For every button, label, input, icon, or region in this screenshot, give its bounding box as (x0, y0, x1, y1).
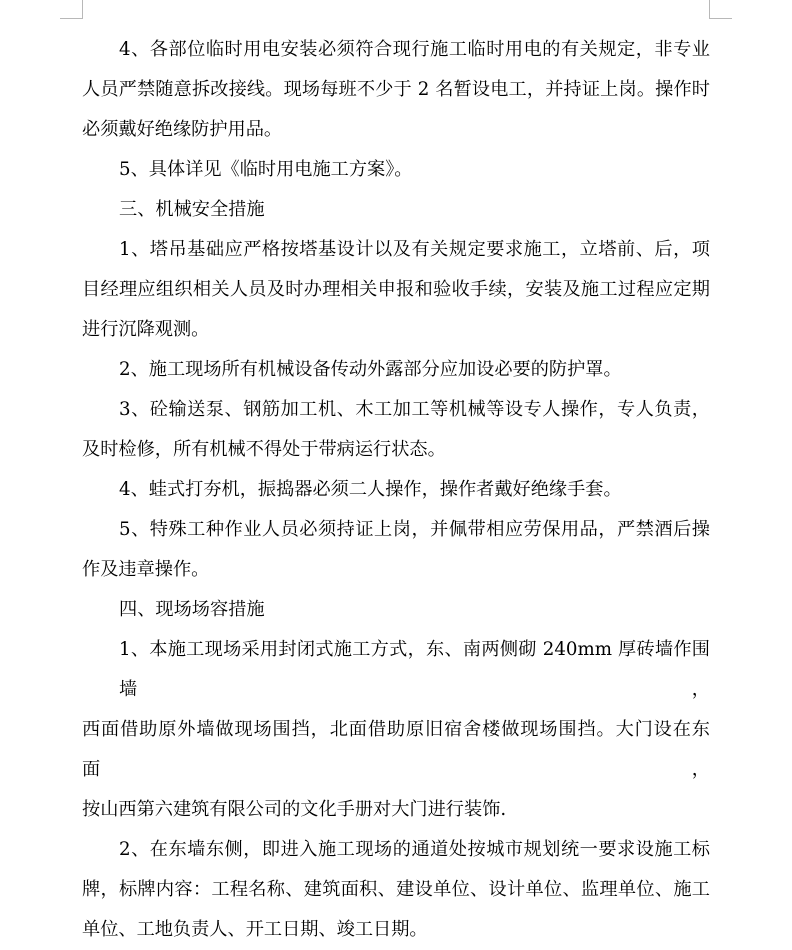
crop-mark-top-right (709, 0, 710, 18)
text-line: 必须戴好绝缘防护用品。 (82, 119, 283, 140)
text-line: 4、各部位临时用电安装必须符合现行施工临时用电的有关规定，非专业 (119, 39, 710, 60)
crop-mark-top-left (82, 0, 83, 18)
section-heading (82, 590, 710, 630)
paragraph (82, 830, 710, 950)
paragraph (82, 230, 710, 350)
text-line: 作及违章操作。 (82, 559, 210, 580)
text-line: 进行沉降观测。 (82, 319, 210, 340)
paragraph (82, 470, 710, 510)
text-line: 人员严禁随意拆改接线。现场每班不少于 2 名暂设电工，并持证上岗。操作时 (82, 79, 710, 100)
paragraph (82, 390, 710, 470)
text-line: 4、蛙式打夯机，振捣器必须二人操作，操作者戴好绝缘手套。 (119, 479, 622, 500)
text-line: 西面借助原外墙做现场围挡，北面借助原旧宿舍楼做现场围挡。大门设在东面， (82, 719, 710, 780)
text-line: 2、在东墙东侧，即进入施工现场的通道处按城市规划统一要求设施工标 (119, 839, 710, 860)
text-line: 目经理应组织相关人员及时办理相关申报和验收手续，安装及施工过程应定期 (82, 279, 710, 300)
text-line: 2、施工现场所有机械设备传动外露部分应加设必要的防护罩。 (119, 359, 622, 380)
heading-text: 四、现场场容措施 (119, 599, 265, 620)
text-line: 及时检修，所有机械不得处于带病运行状态。 (82, 439, 446, 460)
paragraph (82, 630, 710, 830)
text-line: 5、特殊工种作业人员必须持证上岗，并佩带相应劳保用品，严禁酒后操 (119, 519, 710, 540)
text-line: 5、具体详见《临时用电施工方案》。 (119, 159, 413, 180)
heading-text: 三、机械安全措施 (119, 199, 265, 220)
paragraph (82, 510, 710, 590)
document-body (82, 30, 710, 950)
crop-mark-top-left (60, 18, 83, 19)
section-heading (82, 190, 710, 230)
text-line: 单位、工地负责人、开工日期、竣工日期。 (82, 919, 428, 940)
paragraph (82, 150, 710, 190)
text-line: 按山西第六建筑有限公司的文化手册对大门进行装饰. (82, 799, 507, 820)
text-line: 1、本施工现场采用封闭式施工方式，东、南两侧砌 240mm 厚砖墙作围墙， (119, 639, 710, 700)
text-line: 1、塔吊基础应严格按塔基设计以及有关规定要求施工，立塔前、后，项 (119, 239, 710, 260)
text-line: 3、砼输送泵、钢筋加工机、木工加工等机械等设专人操作，专人负责， (119, 399, 710, 420)
paragraph (82, 350, 710, 390)
text-line: 牌，标牌内容：工程名称、建筑面积、建设单位、设计单位、监理单位、施工 (82, 879, 710, 900)
crop-mark-top-right (709, 18, 732, 19)
paragraph (82, 30, 710, 150)
